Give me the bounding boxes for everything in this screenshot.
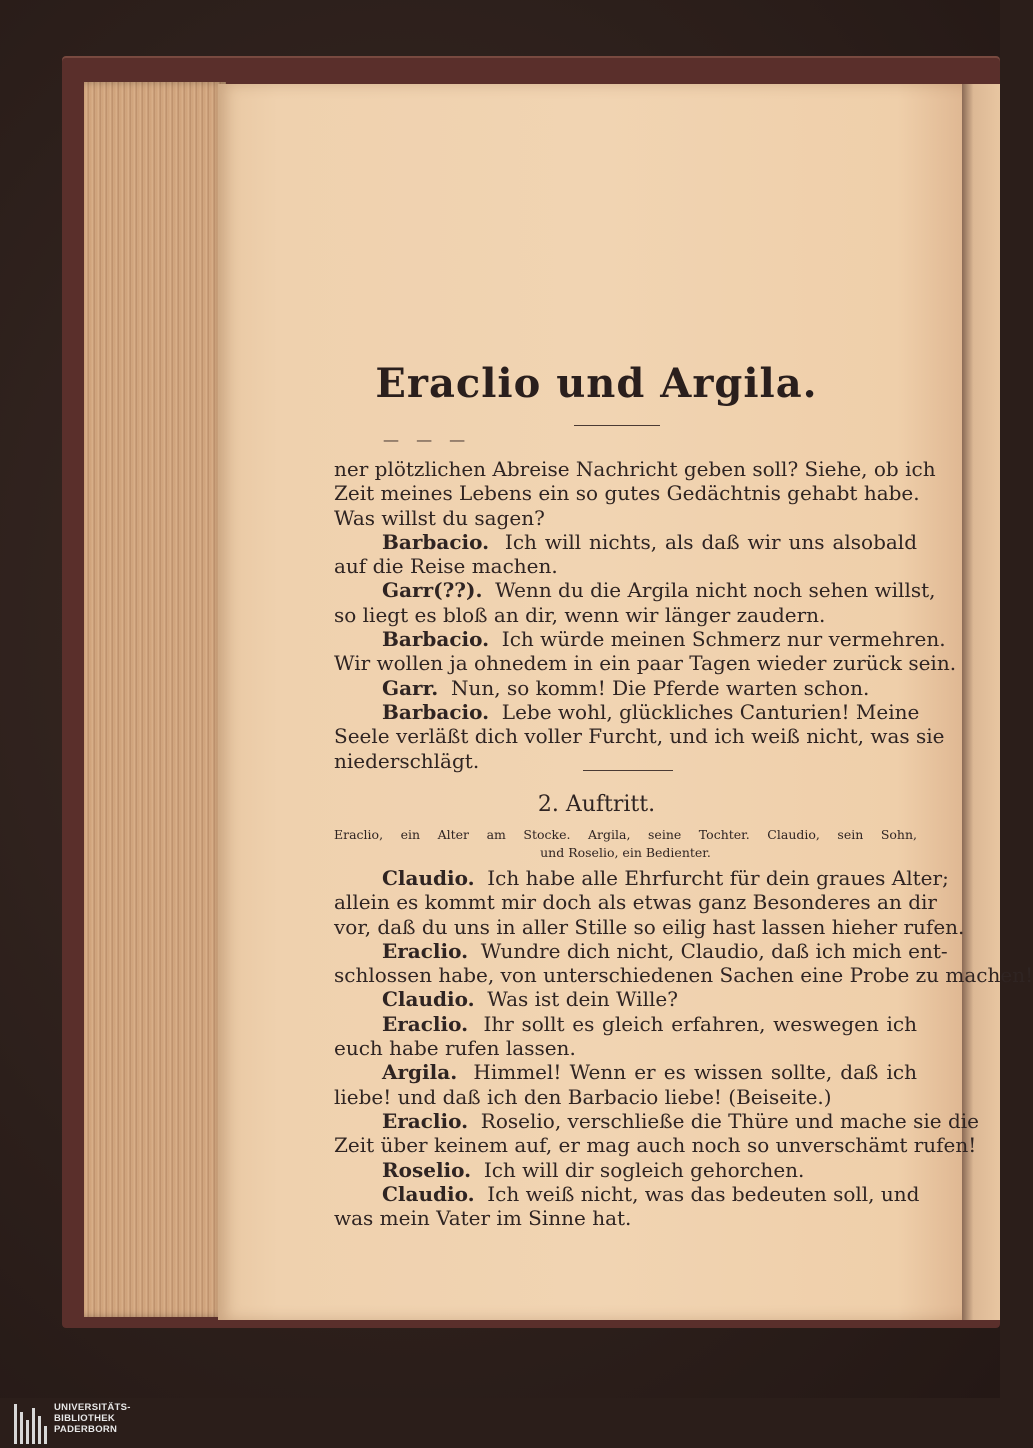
line-text: so liegt es bloß an dir, wenn wir länger zaudern. [334, 602, 826, 627]
line-text: euch habe rufen lassen. [334, 1036, 576, 1061]
title-rule [574, 425, 660, 426]
speaker-name: Claudio. [382, 1181, 475, 1206]
speaker-name: Garr. [382, 675, 439, 700]
speaker-name: Roselio. [382, 1157, 472, 1182]
line-text: Zeit über keinem auf, er mag auch noch so unverschämt rufen! [334, 1133, 977, 1158]
line-text: allein es kommt mir doch als etwas ganz Besonderes an dir [334, 890, 937, 915]
line-text: Was willst du sagen? [334, 505, 545, 530]
text-line [334, 506, 917, 530]
page-edges [84, 82, 226, 1317]
text-line [334, 866, 949, 890]
speaker-name: Barbacio. [382, 627, 490, 652]
speaker-name: Claudio. [382, 987, 475, 1012]
text-line [334, 724, 945, 749]
text-line [334, 651, 957, 676]
line-text: Was ist dein Wille? [487, 987, 678, 1012]
text-line [334, 1181, 920, 1206]
text-line [334, 963, 1033, 988]
dialogue-block-2 [334, 866, 1033, 1231]
text-line [334, 457, 936, 481]
text-line [334, 676, 917, 700]
text-line [334, 530, 917, 554]
text-line [334, 554, 917, 578]
line-text: Wenn du die Argila nicht noch sehen willst, [495, 578, 936, 603]
text-line [334, 1133, 977, 1158]
line-text: schlossen habe, von unterschiedenen Sachen eine Probe zu machen! [334, 963, 1033, 988]
line-text: Ich weiß nicht, was das bedeuten soll, und [487, 1181, 920, 1206]
text-line [334, 1158, 917, 1182]
footer-bar [0, 1398, 1000, 1448]
text-line [334, 890, 937, 915]
dialogue-block-1 [334, 457, 957, 773]
speaker-name: Eraclio. [382, 1108, 469, 1133]
page-title: Eraclio und Argila. [375, 360, 818, 407]
scene-heading: 2. Auftritt. [537, 792, 656, 817]
line-text: Seele verläßt dich voller Furcht, und ich weiß nicht, was sie [334, 724, 945, 749]
line-text: auf die Reise machen. [334, 554, 558, 579]
speaker-name: Claudio. [382, 866, 475, 890]
speaker-name: Barbacio. [382, 529, 490, 554]
line-text: Zeit meines Lebens ein so gutes Gedächtnis gehabt habe. [334, 481, 920, 506]
text-line [334, 1085, 917, 1109]
line-text: Ihr sollt es gleich erfahren, weswegen ich [483, 1011, 917, 1036]
library-name [54, 1402, 131, 1435]
line-text: Ich würde meinen Schmerz nur vermehren. [501, 627, 946, 652]
text-line [334, 699, 920, 724]
library-logo-icon [14, 1404, 50, 1444]
text-line [334, 1012, 917, 1036]
text-line [334, 914, 965, 939]
text-line [334, 1036, 917, 1060]
line-text: Ich will dir sogleich gehorchen. [483, 1157, 805, 1182]
scene-rule [583, 770, 673, 771]
line-text: Roselio, verschließe die Thüre und mache sie die [480, 1108, 979, 1133]
line-text: Ich habe alle Ehrfurcht für dein graues Alter; [487, 866, 949, 890]
line-text: Ich will nichts, als daß wir uns alsobald [504, 529, 917, 554]
line-text: niederschlägt. [334, 748, 480, 773]
separator-dashes: — — — [383, 430, 472, 449]
speaker-name: Garr(??). [382, 578, 483, 603]
line-text: Lebe wohl, glückliches Canturien! Meine [501, 699, 920, 724]
text-line [334, 578, 936, 603]
line-text: Wundre dich nicht, Claudio, daß ich mich ent- [480, 938, 948, 963]
text-line [334, 987, 917, 1011]
text-line [334, 627, 946, 652]
speaker-name: Argila. [382, 1060, 458, 1085]
speaker-name: Eraclio. [382, 1011, 469, 1036]
library-line-1: UNIVERSITÄTS- [54, 1402, 131, 1413]
speaker-name: Eraclio. [382, 938, 469, 963]
text-line [334, 481, 920, 506]
line-text: liebe! und daß ich den Barbacio liebe! (Beiseite.) [334, 1084, 832, 1109]
line-text: Himmel! Wenn er es wissen sollte, daß ich [473, 1060, 917, 1085]
cast-list [334, 826, 917, 862]
library-line-2: BIBLIOTHEK [54, 1413, 116, 1424]
text-line [334, 1108, 979, 1133]
text-line [334, 603, 917, 627]
line-text: ner plötzlichen Abreise Nachricht geben soll? Siehe, ob ich [334, 457, 936, 481]
library-line-3: PADERBORN [54, 1424, 118, 1435]
text-line [334, 1060, 917, 1084]
text-line [334, 938, 948, 963]
cast-line-2: und Roselio, ein Bedienter. [540, 845, 711, 860]
line-text: Wir wollen ja ohnedem in ein paar Tagen wieder zurück sein. [334, 651, 957, 676]
speaker-name: Barbacio. [382, 699, 490, 724]
line-text: vor, daß du uns in aller Stille so eilig hast lassen hieher rufen. [334, 914, 965, 939]
text-line [334, 1206, 917, 1230]
line-text: was mein Vater im Sinne hat. [334, 1206, 632, 1231]
line-text: Nun, so komm! Die Pferde warten schon. [450, 675, 870, 700]
cast-line-1: Eraclio, ein Alter am Stocke. Argila, seine Tochter. Claudio, sein Sohn, [334, 827, 917, 842]
